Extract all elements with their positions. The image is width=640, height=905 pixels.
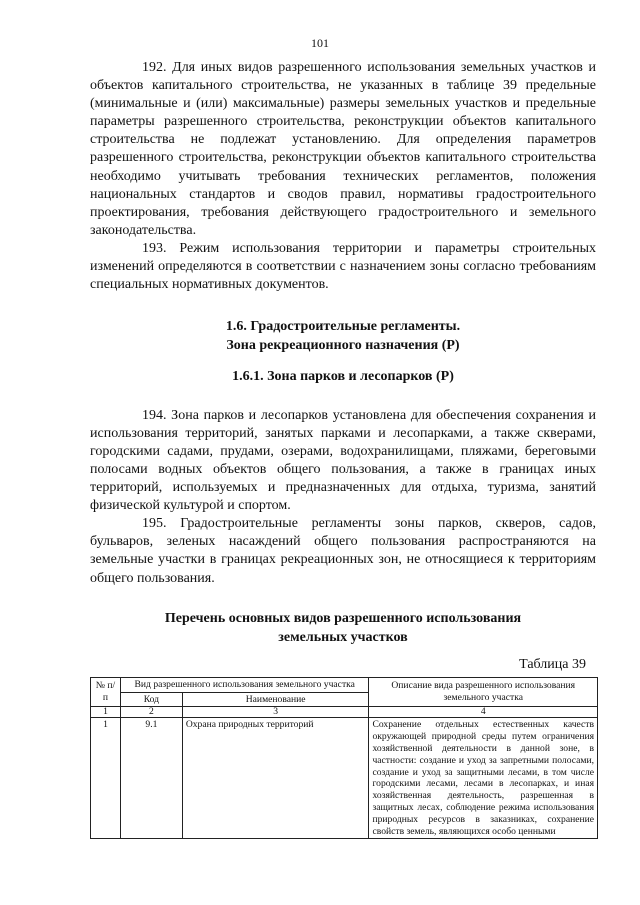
column-number: 2 bbox=[120, 707, 182, 718]
row-code: 9.1 bbox=[120, 718, 182, 839]
land-use-table bbox=[90, 677, 598, 840]
header-name: Наименование bbox=[182, 692, 369, 707]
subsection-heading: 1.6.1. Зона парков и лесопарков (Р) bbox=[232, 369, 454, 385]
header-description: Описание вида разрешенного использования земельного участка bbox=[369, 677, 598, 707]
row-num: 1 bbox=[91, 718, 121, 839]
table-caption: Таблица 39 bbox=[519, 656, 586, 672]
section-heading bbox=[90, 318, 596, 355]
header-num: № п/п bbox=[91, 677, 121, 707]
list-heading-line2: земельных участков bbox=[278, 629, 408, 645]
document-body bbox=[90, 59, 596, 839]
paragraph-195: 195. Градостроительные регламенты зоны парков, скверов, садов, бульваров, зеленых насаждений общего пользования распространяются на земельные участки в границах рекреационных зон, не относящиеся к территориям общего пользования. bbox=[90, 516, 596, 586]
header-code: Код bbox=[120, 692, 182, 707]
table-row bbox=[91, 718, 598, 839]
row-description: Сохранение отдельных естественных качеств окружающей природной среды путем ограничения хозяйственной деятельности в данной зоне, в частности: создание и уход за запретными полосами, создание и уход за защитными лесами, в том числе городскими лесами, лесами в лесопарках, и иная хозяйственная деятельность, разрешенная в защитных лесах, соблюдение режима использования природных ресурсов в заказниках, сохранение свойств земель, являющихся особо ценными bbox=[369, 718, 598, 839]
paragraph-193: 193. Режим использования территории и параметры строительных изменений определяются в соответствии с назначением зоны согласно требованиям специальных нормативных документов. bbox=[90, 240, 596, 293]
row-name: Охрана природных территорий bbox=[182, 718, 369, 839]
page-number: 101 bbox=[311, 36, 329, 50]
list-heading bbox=[90, 609, 596, 647]
column-number: 1 bbox=[91, 707, 121, 718]
section-heading-line1: 1.6. Градостроительные регламенты. bbox=[225, 319, 461, 335]
column-number-row bbox=[91, 707, 598, 718]
column-number: 3 bbox=[182, 707, 369, 718]
column-number: 4 bbox=[369, 707, 598, 718]
header-group: Вид разрешенного использования земельного участка bbox=[120, 677, 369, 692]
table-header-row bbox=[91, 677, 598, 692]
paragraph-192: 192. Для иных видов разрешенного использования земельных участков и объектов капитального строительства, не указанных в таблице 39 предельные (минимальные и (или) максимальные) размеры земельных участков и предельные параметры разрешенного строительства, реконструкции объектов капитального строительства не подлежат установлению. Для определения параметров разрешенного строительства, реконструкции объектов капитального строительства необходимо учитывать требования технических регламентов, положения национальных стандартов и сводов правил, нормативы градостроительного проектирования, требования действующего градостроительного и земельного законодательства. bbox=[90, 60, 596, 238]
list-heading-line1: Перечень основных видов разрешенного использования bbox=[164, 610, 522, 626]
section-heading-line2: Зона рекреационного назначения (Р) bbox=[226, 337, 460, 353]
paragraph-194: 194. Зона парков и лесопарков установлена для обеспечения сохранения и использования территорий, занятых парками и лесопарками, а также скверами, городскими садами, прудами, озерами, водохранилищами, пляжами, береговыми полосами водных объектов общего пользования, а также в границах иных территорий, используемых и предназначенных для отдыха, туризма, занятий физической культурой и спортом. bbox=[90, 407, 596, 514]
